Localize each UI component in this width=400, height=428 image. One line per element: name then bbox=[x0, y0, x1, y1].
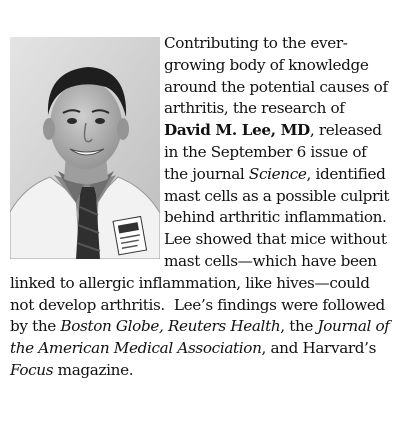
findings-text: , identified mast cells as a possible culprit behind arthritic inflammation. Lee showed that mice without mast cells—which have been linked to allergic inflammation, like hives—could not develop arthritis. Lee’s findings were followed by the bbox=[10, 164, 390, 336]
article bbox=[10, 33, 394, 382]
journal-jama: Journal of the American Medical Association bbox=[10, 317, 390, 358]
intro-text: Contributing to the ever-growing body of knowledge around the potential causes of arthritis, the research of bbox=[164, 34, 388, 118]
researcher-name: David M. Lee, MD bbox=[164, 121, 310, 140]
journal-name: Science bbox=[248, 164, 307, 183]
connector-text: , the bbox=[280, 317, 318, 336]
harvard-text: , and Harvard’s bbox=[261, 339, 377, 358]
news-outlets: Boston Globe, Reuters Health bbox=[60, 317, 281, 336]
closing-text: magazine. bbox=[53, 360, 134, 379]
release-text: , released in the September 6 issue of the journal bbox=[164, 121, 382, 183]
focus-magazine: Focus bbox=[10, 360, 54, 379]
portrait-photo bbox=[10, 37, 160, 259]
